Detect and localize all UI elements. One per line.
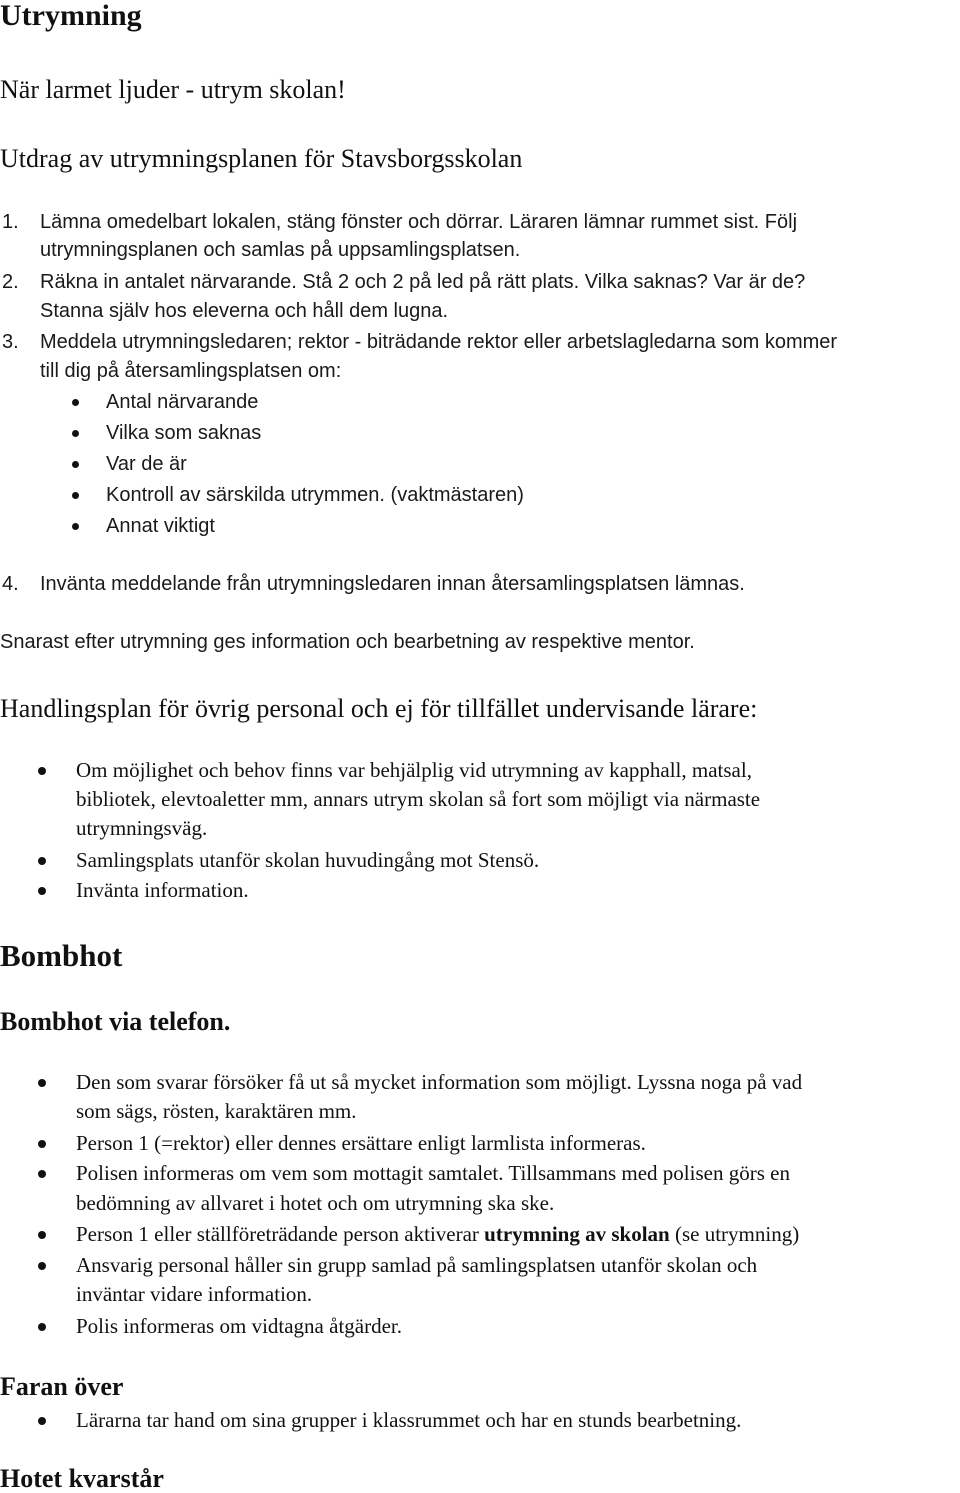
bomb-bullet-5-line-1: Ansvarig personal håller sin grupp samlad på samlingsplatsen utanför skolan och (76, 1253, 758, 1277)
staff-bullet-3: Invänta information. (76, 878, 249, 902)
bullet-icon (38, 1231, 46, 1239)
bullet-icon (38, 1323, 46, 1331)
step-3-number: 3. (2, 331, 19, 353)
intro-text: När larmet ljuder - utrym skolan! (0, 75, 346, 104)
page-title: Utrymning (0, 0, 142, 32)
step-2-line-2: Stanna själv hos eleverna och håll dem lugna. (40, 300, 449, 322)
step-3-bullet-3: Var de är (106, 453, 187, 475)
bullet-icon (38, 767, 46, 775)
after-note: Snarast efter utrymning ges information och bearbetning av respektive mentor. (0, 631, 695, 653)
bomb-bullet-4-before: Person 1 eller ställföreträdande person aktiverar (76, 1222, 485, 1246)
bomb-bullet-1-line-2: som sägs, rösten, karaktären mm. (76, 1099, 357, 1123)
plan-heading: Utdrag av utrymningsplanen för Stavsborgsskolan (0, 144, 523, 173)
danger-over-bullet-1: Lärarna tar hand om sina grupper i klassrummet och har en stunds bearbetning. (76, 1408, 742, 1432)
step-4-number: 4. (2, 573, 19, 595)
step-2-number: 2. (2, 271, 19, 293)
bomb-bullet-4-bold: utrymning av skolan (484, 1222, 670, 1246)
bullet-icon (38, 1262, 46, 1270)
bullet-icon (72, 523, 79, 530)
bullet-icon (72, 430, 79, 437)
bullet-icon (38, 1170, 46, 1178)
bullet-icon (72, 399, 79, 406)
bomb-bullet-6: Polis informeras om vidtagna åtgärder. (76, 1314, 403, 1338)
staff-bullet-1-line-3: utrymningsväg. (76, 816, 208, 840)
bullet-icon (38, 1417, 46, 1425)
step-1-line-2: utrymningsplanen och samlas på uppsamlingsplatsen. (40, 239, 521, 261)
staff-bullet-1-line-2: bibliotek, elevtoaletter mm, annars utrym skolan så fort som möjligt via närmaste (76, 787, 761, 811)
step-3-line-2: till dig på återsamlingsplatsen om: (40, 360, 342, 382)
bomb-bullet-4 (76, 1224, 799, 1245)
bullet-icon (72, 492, 79, 499)
bullet-icon (38, 1140, 46, 1148)
bomb-bullet-1-line-1: Den som svarar försöker få ut så mycket information som möjligt. Lyssna noga på vad (76, 1070, 803, 1094)
bullet-icon (38, 857, 46, 865)
bomb-bullet-3-line-1: Polisen informeras om vem som mottagit samtalet. Tillsammans med polisen görs en (76, 1161, 790, 1185)
staff-bullet-1-line-1: Om möjlighet och behov finns var behjälplig vid utrymning av kapphall, matsal, (76, 758, 752, 782)
bomb-bullet-4-after: (se utrymning) (669, 1222, 800, 1246)
threat-remains-heading: Hotet kvarstår (0, 1464, 164, 1493)
step-1-number: 1. (2, 211, 19, 233)
bomb-bullet-2: Person 1 (=rektor) eller dennes ersättare enligt larmlista informeras. (76, 1131, 646, 1155)
staff-heading: Handlingsplan för övrig personal och ej för tillfället undervisande lärare: (0, 694, 758, 723)
step-3-bullet-4: Kontroll av särskilda utrymmen. (vaktmästaren) (106, 484, 524, 506)
danger-over-heading: Faran över (0, 1372, 124, 1401)
bomb-bullet-3-line-2: bedömning av allvaret i hotet och om utrymning ska ske. (76, 1191, 555, 1215)
bomb-phone-heading: Bombhot via telefon. (0, 1007, 231, 1036)
bomb-heading: Bombhot (0, 938, 123, 973)
step-3-bullet-5: Annat viktigt (106, 515, 215, 537)
step-3-bullet-1: Antal närvarande (106, 391, 259, 413)
step-3-bullet-2: Vilka som saknas (106, 422, 262, 444)
staff-bullet-2: Samlingsplats utanför skolan huvudingång mot Stensö. (76, 848, 540, 872)
step-1-line-1: Lämna omedelbart lokalen, stäng fönster och dörrar. Läraren lämnar rummet sist. Följ (40, 211, 798, 233)
bomb-bullet-5-line-2: inväntar vidare information. (76, 1282, 313, 1306)
step-3-line-1: Meddela utrymningsledaren; rektor - biträdande rektor eller arbetslagledarna som kommer (40, 331, 838, 353)
bullet-icon (72, 461, 79, 468)
step-4-text: Invänta meddelande från utrymningsledaren innan återsamlingsplatsen lämnas. (40, 573, 745, 595)
bullet-icon (38, 1079, 46, 1087)
step-2-line-1: Räkna in antalet närvarande. Stå 2 och 2 på led på rätt plats. Vilka saknas? Var är de? (40, 271, 806, 293)
bullet-icon (38, 887, 46, 895)
